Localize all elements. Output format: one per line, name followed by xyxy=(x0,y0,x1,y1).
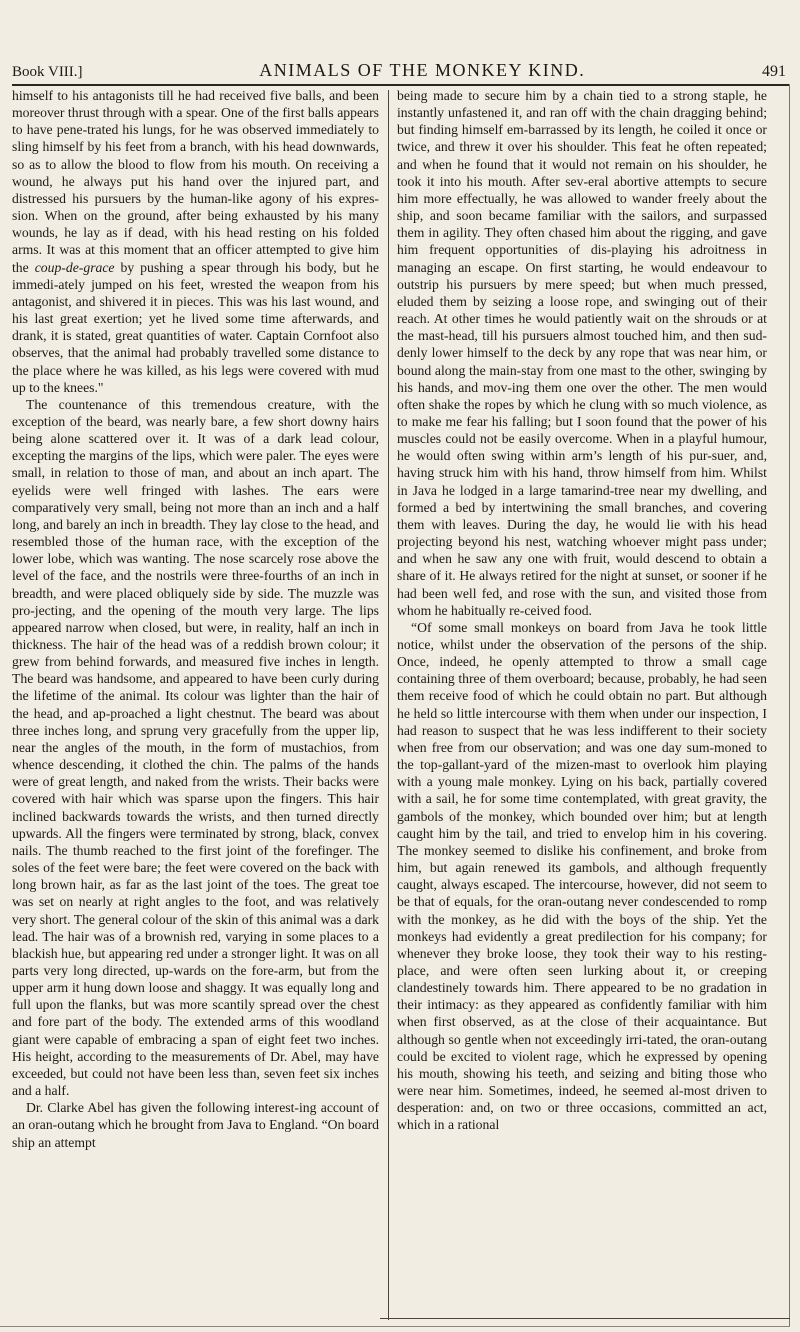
book-section-label: Book VIII.] xyxy=(12,64,83,80)
page-number: 491 xyxy=(761,63,786,80)
paragraph: being made to secure him by a chain tied to a strong staple, he instantly unfastened it, and ran off with the chain dragging behind; but finding himself em-barrassed by its length, he coiled it once or twice, and threw it over his shoulder. This feat he often repeated; and when he found that it would not remain on his shoulder, he took it into his mouth. After sev-eral abortive attempts to secure him more effectually, he was allowed to wander freely about the ship, and soon became familiar with the sailors, and surpassed them in agility. They often chased him about the rigging, and gave him frequent opportunities of dis-playing his adroitness in managing an escape. On first starting, he would endeavour to outstrip his pursuers by mere speed; but when much pressed, eluded them by seizing a loose rope, and swinging out of their reach. At other times he would patiently wait on the shrouds or at the mast-head, till his pursuers almost touched him, and then sud-denly lower himself to the deck by any rope that was near him, or bound along the main-stay from one mast to the other, swinging by his hands, and mov-ing them one over the other. The men would often shake the ropes by which he clung with so much violence, as to make me fear his falling; but I soon found that the power of his muscles could not be easily overcome. When in a playful humour, he would often swing within arm’s length of his pur-suer, and, having struck him with his hand, throw himself from him. Whilst in Java he lodged in a large tamarind-tree near my dwelling, and formed a bed by intertwining the small branches, and covering them with leaves. During the day, he would lie with his head projecting beyond his nest, watching whoever might pass under; and when he saw any one with fruit, would descend to obtain a share of it. He always retired for the night at sunset, or sooner if he had been well fed, and rose with the sun, and visited those from whom he habitually re-ceived food. xyxy=(397,88,767,618)
page-bottom-rule xyxy=(0,1326,790,1327)
paragraph-text: himself to his antagonists till he had received five balls, and been moreover thrust through with a spear. One of the first balls appears to have pene-trated his lungs, for he was observed immediately to sling himself by his feet from a branch, with his head downwards, so as to allow the blood to flow from his mouth. On receiving a wound, he always put his hand over the injured part, and distressed his pursuers by the human-like agony of his expres-sion. When on the ground, after being exhausted by his many wounds, he lay as if dead, with his head resting on his folded arms. It was at this moment that an officer attempted to give him the xyxy=(12,88,379,275)
paragraph-text: by pushing a spear through his body, but he immedi-ately jumped on his feet, wrested the weapon from his antagonist, and shivered it in pieces. This was his last wound, and his last great exertion; yet he lived some time afterwards, and drank, it is stated, great quantities of water. Captain Cornfoot also observes, that the animal had probably travelled some distance to the place where he was killed, as his legs were covered with mud up to the knees." xyxy=(12,259,380,395)
running-title: ANIMALS OF THE MONKEY KIND. xyxy=(259,60,586,80)
paragraph: The countenance of this tremendous creature, with the exception of the beard, was nearly bare, a few short downy hairs being alone scattered over it. It was of a dark lead colour, excepting the margins of the lips, which were paler. The eyes were small, in relation to those of man, and about an inch apart. The eyelids were well fringed with lashes. The ears were comparatively very small, being not more than an inch and a half long, and barely an inch in breadth. They lay close to the head, and resembled those of the human race, with the exception of the lower lobe, which was wanting. The nose scarcely rose above the level of the face, and the nostrils were three-fourths of an inch in breadth, and were placed obliquely side by side. The muzzle was pro-jecting, and the opening of the mouth very large. The lips appeared narrow when closed, but were, in reality, half an inch in thickness. The hair of the head was of a reddish brown colour; it grew from behind forwards, and measured five inches in length. The beard was handsome, and appeared to have been curly during the lifetime of the animal. Its colour was lighter than the hair of the head, and ap-proached a light chestnut. The beard was about three inches long, and sprung very gracefully from the upper lip, near the angles of the mouth, in the form of mustachios, from whence descending, it clothed the chin. The palms of the hands were of great length, and naked from the wrists. Their backs were covered with hair which was sparse upon the fingers. This hair inclined backwards towards the wrists, and then turned directly upwards. All the fingers were terminated by strong, black, convex nails. The thumb reached to the first joint of the forefinger. The soles of the feet were bare; the feet were covered on the back with long brown hair, as far as the last joint of the toes. The great toe was set on nearly at right angles to the foot, and was relatively very short. The general colour of the skin of this animal was a dark lead. The hair was of a brownish red, varying in some places to a blackish hue, but appearing red under a stronger light. It was on all parts very long directed, up-wards on the fore-arm, but from the upper arm it hung down loose and shaggy. It was equally long and full upon the flanks, but was more scantily spread over the chest and fore part of the body. The extended arms of this woodland giant were capable of embracing a span of eight feet two inches. His height, according to the measurements of Dr. Abel, may have exceeded, but could not have been less than, seven feet six inches and a half. xyxy=(12,396,379,1099)
header-rule xyxy=(12,84,790,86)
footer-rule xyxy=(380,1318,790,1319)
paragraph: “Of some small monkeys on board from Java he took little notice, whilst under the observation of the persons of the ship. Once, indeed, he openly attempted to throw a small cage containing three of them overboard; because, probably, he had seen them receive food of which he could obtain no part. But although he held so little intercourse with them when under our inspection, I had reason to suspect that he was less indifferent to their society when free from our observation; and was one day sum-moned to the top-gallant-yard of the mizen-mast to overlook him playing with a young male monkey. Lying on his back, partially covered with a sail, he for some time contemplated, with great gravity, the gambols of the monkey, which bounded over him; but at length caught him by the tail, and tried to envelop him in his covering. The monkey seemed to dislike his confinement, and broke from him, but again renewed its gambols, and although frequently caught, always escaped. The intercourse, however, did not seem to be that of equals, for the oran-outang never condescended to romp with the monkey, as he did with the boys of the ship. Yet the monkeys had evidently a great predilection for his company; for whenever they broke loose, they took their way to his resting-place, and were often seen lurking about it, or creeping clandestinely towards him. There appeared to be no gradation in their intimacy: as they appeared as confidently familiar with him when first observed, as at the close of their acquaintance. But although so gentle when not exceedingly irri-tated, the oran-outang could be excited to violent rage, which he expressed by opening his mouth, showing his teeth, and seizing and biting those who were near him. Sometimes, indeed, he seemed al-most driven to desperation: and, on two or three occasions, committed an act, which in a rational xyxy=(397,619,767,1133)
running-header xyxy=(12,60,786,86)
italic-term: coup-de-grace xyxy=(34,259,115,275)
page-edge-rule xyxy=(789,84,790,1326)
paragraph xyxy=(12,87,379,396)
column-divider xyxy=(388,90,389,1320)
paragraph: Dr. Clarke Abel has given the following interest-ing account of an oran-outang which he brought from Java to England. “On board ship an attempt xyxy=(12,1100,379,1150)
left-column xyxy=(12,87,379,1151)
right-column xyxy=(397,87,767,1134)
